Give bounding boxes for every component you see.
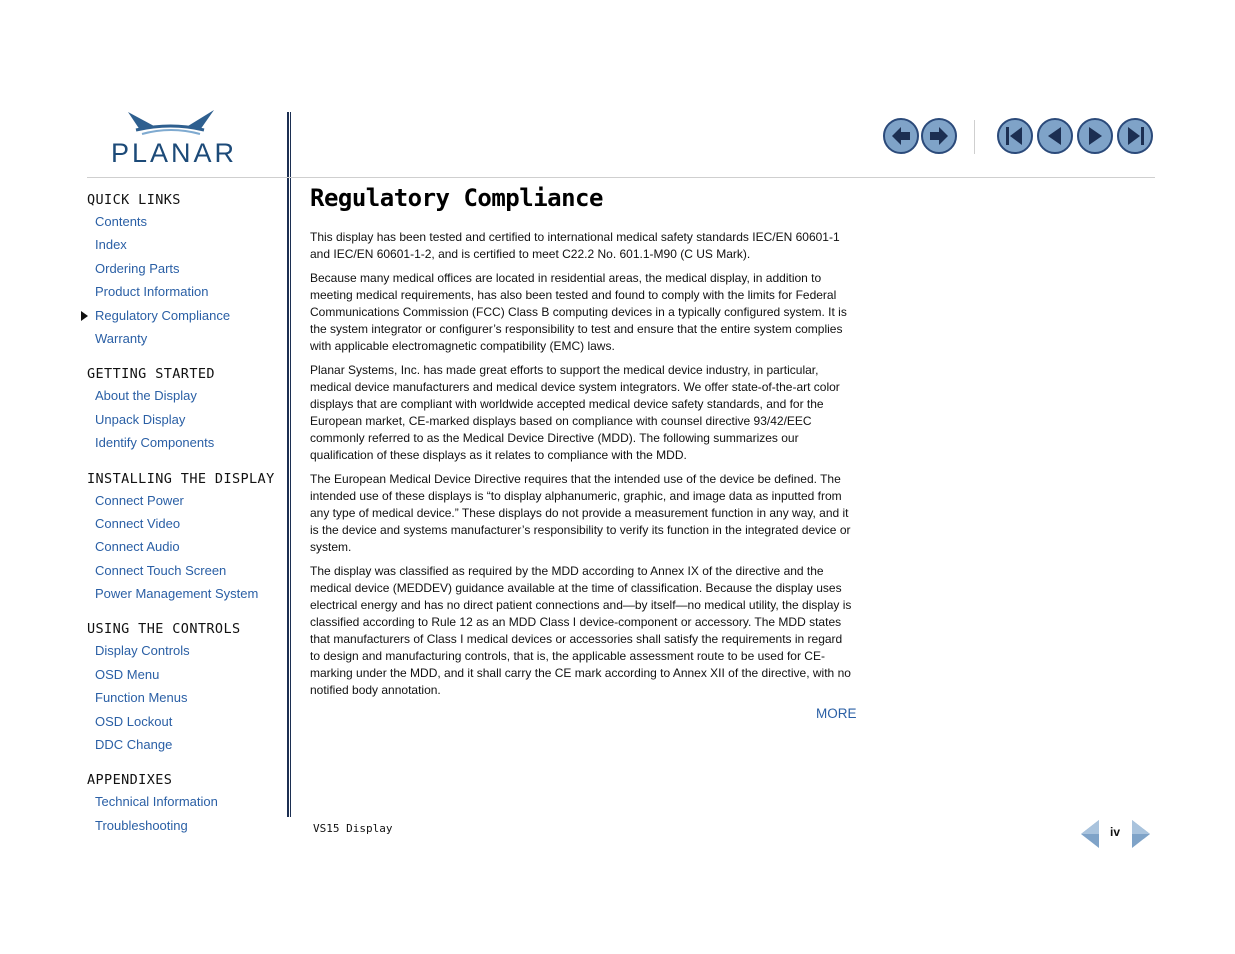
svg-text:PLANAR: PLANAR [110, 138, 238, 168]
nav-section-controls [87, 619, 287, 756]
nav-link-osd-lockout[interactable]: OSD Lockout [95, 713, 173, 729]
paragraph: Planar Systems, Inc. has made great efforts to support the medical device industry, in particular, medical device manufacturers and medical device system integrators. We offer state-of-the-art color displays that are compliant with worldwide accepted medical device safety standards, and for the European market, CE-marked displays based on compliance with counsel directive 93/42/EEC commonly referred to as the Medical Device Directive (MDD). The following summarizes our qualification of these displays as it relates to compliance with the MDD. [310, 363, 840, 462]
nav-heading: USING THE CONTROLS [87, 621, 241, 638]
nav-link-label: Regulatory Compliance [95, 307, 231, 323]
paragraph: The display was classified as required by the MDD according to Annex IX of the directive and the medical device (MEDDEV) guidance available at the time of classification. Because the display uses electrical energy and has no direct patient connections and—by itself—no medical utility, the display is classified according to Rule 12 as an MDD Class I device-component or accessory. The MDD states that manufacturers of Class I medical devices or accessories shall satisfy the requirements in regard to design and manufacturing controls, that is, the applicable assessment route to be used for CE-marking under the MDD, and it shall carry the CE mark according to Annex XII of the directive, with no notified body annotation. [310, 564, 852, 697]
nav-link-display-controls[interactable]: Display Controls [95, 643, 190, 659]
nav-link-contents[interactable]: Contents [95, 214, 148, 229]
nav-link-connect-power[interactable]: Connect Power [95, 492, 184, 508]
document-label: VS15 Display [313, 822, 393, 835]
nav-link-regulatory-compliance[interactable] [87, 304, 287, 327]
paragraph: The European Medical Device Directive requires that the intended use of the device be defined. The intended use of these displays is “to display alphanumeric, graphic, and image data as inputted from any type of medical device.” These displays do not provide a measurement function in any way, and it is the device and systems manufacturer’s responsibility to verify its function in the integrated device or system. [310, 472, 851, 554]
nav-link-product-information[interactable]: Product Information [95, 284, 209, 300]
toolbar-separator [974, 120, 975, 154]
nav-link-technical-information[interactable]: Technical Information [95, 794, 218, 810]
nav-heading: GETTING STARTED [87, 366, 215, 383]
nav-section-getting-started [87, 364, 287, 454]
arrow-left-icon [882, 117, 920, 155]
nav-link-index[interactable]: Index [95, 237, 127, 253]
footer-previous-page-button[interactable] [1079, 818, 1101, 850]
previous-page-button[interactable] [1036, 117, 1074, 155]
page-number: iv [1110, 825, 1121, 839]
nav-link-connect-touch-screen[interactable]: Connect Touch Screen [95, 562, 227, 578]
arrow-right-icon [920, 117, 958, 155]
next-page-button[interactable] [1076, 117, 1114, 155]
forward-button[interactable] [920, 117, 958, 155]
back-button[interactable] [882, 117, 920, 155]
sidebar-navigation [87, 190, 287, 851]
footer-next-page-button[interactable] [1130, 818, 1152, 850]
triangle-left-icon [1079, 818, 1101, 850]
nav-link-connect-audio[interactable]: Connect Audio [95, 539, 180, 555]
nav-link-osd-menu[interactable]: OSD Menu [95, 666, 160, 682]
triangle-right-icon [1130, 818, 1152, 850]
page-title: Regulatory Compliance [310, 184, 603, 212]
triangle-right-icon [1076, 117, 1114, 155]
last-page-icon [1116, 117, 1154, 155]
nav-section-installing [87, 469, 287, 606]
nav-section-quick-links [87, 190, 287, 350]
more-link[interactable]: MORE [816, 706, 857, 721]
nav-link-ddc-change[interactable]: DDC Change [95, 737, 173, 753]
nav-link-identify-components[interactable]: Identify Components [95, 435, 215, 451]
nav-heading: INSTALLING THE DISPLAY [87, 470, 275, 487]
main-content [310, 229, 855, 706]
sidebar-divider-inner [290, 112, 291, 817]
last-page-button[interactable] [1116, 117, 1154, 155]
nav-link-power-management[interactable]: Power Management System [95, 586, 259, 602]
nav-link-warranty[interactable]: Warranty [95, 330, 148, 346]
header-rule [87, 177, 1155, 178]
nav-link-unpack-display[interactable]: Unpack Display [95, 411, 186, 427]
nav-heading: APPENDIXES [87, 772, 173, 789]
current-page-marker-icon [81, 311, 88, 321]
navigation-toolbar [880, 117, 1156, 157]
nav-heading: QUICK LINKS [87, 192, 181, 208]
paragraph: Because many medical offices are located in residential areas, the medical display, in addition to meeting medical requirements, has also been tested and found to comply with the limits for Federal Communications Commission (FCC) Class B computing devices in a typically configured system. It is the system integrator or configurer’s responsibility to test and ensure that the entire system complies with applicable electromagnetic compatibility (EMC) laws. [310, 271, 847, 353]
first-page-button[interactable] [996, 117, 1034, 155]
nav-section-appendixes [87, 770, 287, 837]
triangle-left-icon [1036, 117, 1074, 155]
sidebar-divider [287, 112, 289, 817]
nav-link-ordering-parts[interactable]: Ordering Parts [95, 260, 180, 276]
nav-link-troubleshooting[interactable]: Troubleshooting [95, 817, 188, 833]
nav-link-about-display[interactable]: About the Display [95, 388, 197, 404]
paragraph: This display has been tested and certified to international medical safety standards IEC/EN 60601-1 and IEC/EN 60601-1-2, and is certified to meet C22.2 No. 601.1-M90 (C US Mark). [310, 230, 840, 261]
nav-link-connect-video[interactable]: Connect Video [95, 515, 181, 531]
planar-logo [96, 108, 252, 168]
first-page-icon [996, 117, 1034, 155]
nav-link-function-menus[interactable]: Function Menus [95, 690, 188, 706]
